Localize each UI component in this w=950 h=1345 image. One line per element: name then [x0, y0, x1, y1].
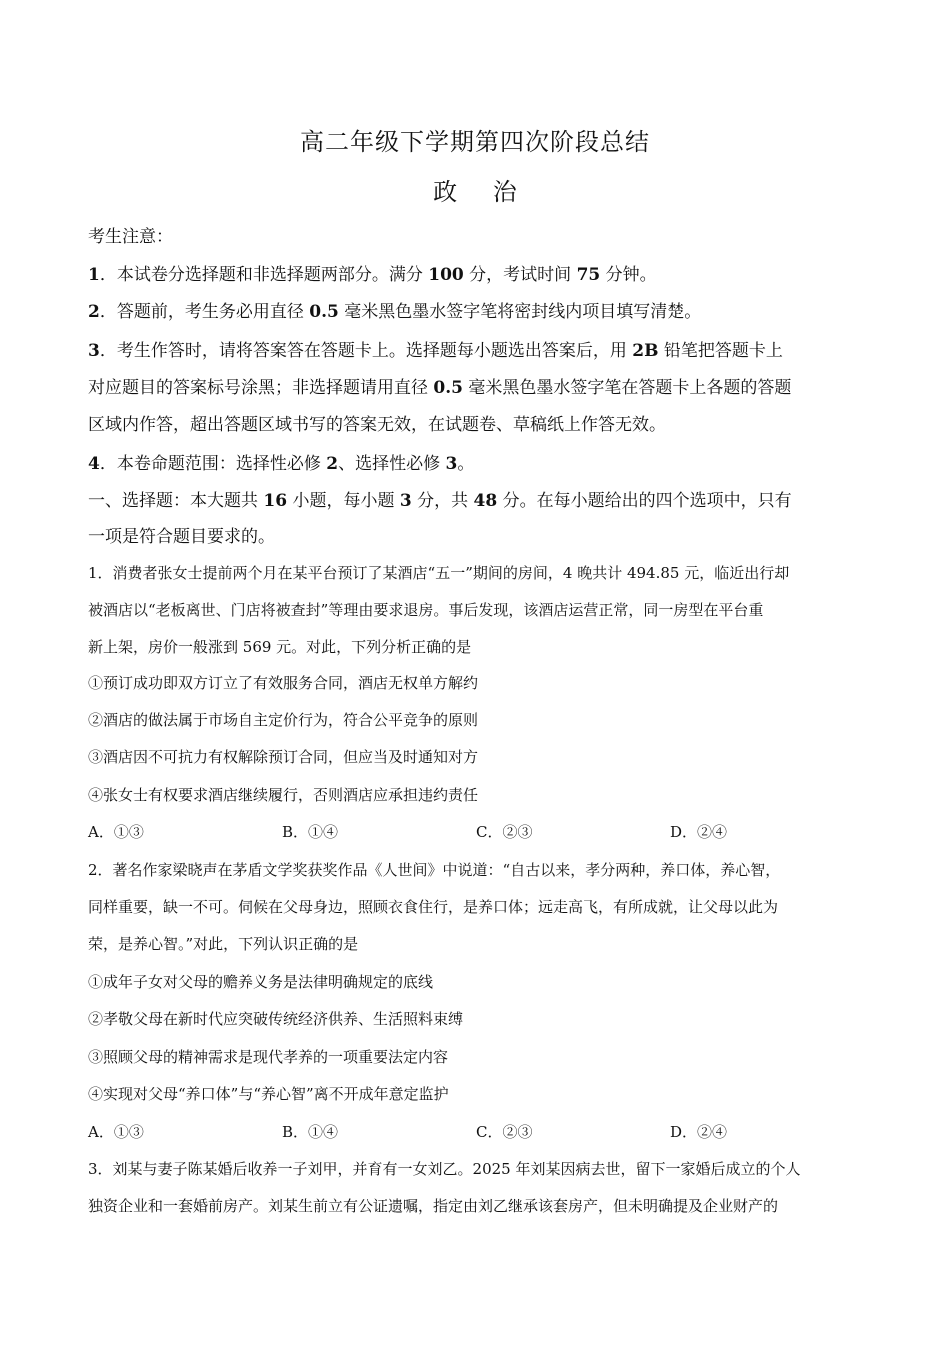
q1-item: ②酒店的做法属于市场自主定价行为，符合公平竞争的原则	[88, 711, 479, 729]
q2-item: ②孝敬父母在新时代应突破传统经济供养、生活照料束缚	[88, 1010, 464, 1028]
q3-stem-line: 3．刘某与妻子陈某婚后收养一子刘甲，并育有一女刘乙。2025 年刘某因病去世，留下一家婚后成立的个人	[88, 1160, 801, 1178]
q1-option-b[interactable]: B．①④	[282, 823, 339, 841]
q2-stem-line: 荣，是养心智。”对此，下列认识正确的是	[88, 935, 359, 953]
q1-option-a[interactable]: A．①③	[88, 823, 144, 841]
q1-option-c[interactable]: C．②③	[476, 823, 533, 841]
q2-option-c[interactable]: C．②③	[476, 1123, 533, 1141]
q2-item: ④实现对父母“养口体”与“养心智”离不开成年意定监护	[88, 1085, 449, 1103]
q2-stem-line: 同样重要，缺一不可。伺候在父母身边，照顾衣食住行，是养口体；远走高飞，有所成就，让父母以此为	[88, 898, 779, 916]
notice-item-2: 2．答题前，考生务必用直径 0.5 毫米黑色墨水签字笔将密封线内项目填写清楚。	[88, 302, 702, 322]
q2-option-b[interactable]: B．①④	[282, 1123, 339, 1141]
q2-option-d[interactable]: D．②④	[670, 1123, 728, 1141]
notice-item-3-line2: 对应题目的答案标号涂黑；非选择题请用直径 0.5 毫米黑色墨水签字笔在答题卡上各题的答题	[88, 378, 792, 398]
notice-item-4: 4．本卷命题范围：选择性必修 2、选择性必修 3。	[88, 454, 475, 474]
notice-item-3-line3: 区域内作答，超出答题区域书写的答案无效，在试题卷、草稿纸上作答无效。	[88, 415, 666, 435]
q2-item: ③照顾父母的精神需求是现代孝养的一项重要法定内容	[88, 1048, 449, 1066]
notice-item-3: 3．考生作答时，请将答案答在答题卡上。选择题每小题选出答案后，用 2B 铅笔把答题卡上	[88, 341, 783, 361]
notice-item-1: 1．本试卷分选择题和非选择题两部分。满分 100 分，考试时间 75 分钟。	[88, 265, 657, 285]
q2-item: ①成年子女对父母的赡养义务是法律明确规定的底线	[88, 973, 434, 991]
exam-title: 高二年级下学期第四次阶段总结	[300, 128, 650, 156]
exam-subject: 政 治	[433, 178, 531, 206]
section-heading: 一、选择题：本大题共 16 小题，每小题 3 分，共 48 分。在每小题给出的四个选项中，只有	[88, 491, 792, 511]
q1-stem-line: 新上架，房价一般涨到 569 元。对此，下列分析正确的是	[88, 638, 472, 656]
section-heading-line2: 一项是符合题目要求的。	[88, 527, 275, 547]
q2-stem-line: 2．著名作家梁晓声在茅盾文学奖获奖作品《人世间》中说道：“自古以来，孝分两种，养口体，养心智，	[88, 861, 781, 879]
q1-stem-line: 1．消费者张女士提前两个月在某平台预订了某酒店“五一”期间的房间，4 晚共计 494.85 元，临近出行却	[88, 564, 790, 582]
q1-stem-line: 被酒店以“老板离世、门店将被查封”等理由要求退房。事后发现，该酒店运营正常，同一房型在平台重	[88, 601, 764, 619]
q2-option-a[interactable]: A．①③	[88, 1123, 144, 1141]
notice-heading: 考生注意：	[88, 227, 173, 247]
q3-stem-line: 独资企业和一套婚前房产。刘某生前立有公证遗嘱，指定由刘乙继承该套房产，但未明确提及企业财产的	[88, 1197, 779, 1215]
q1-item: ④张女士有权要求酒店继续履行，否则酒店应承担违约责任	[88, 786, 479, 804]
q1-item: ③酒店因不可抗力有权解除预订合同，但应当及时通知对方	[88, 748, 479, 766]
q1-item: ①预订成功即双方订立了有效服务合同，酒店无权单方解约	[88, 674, 479, 692]
q1-option-d[interactable]: D．②④	[670, 823, 728, 841]
